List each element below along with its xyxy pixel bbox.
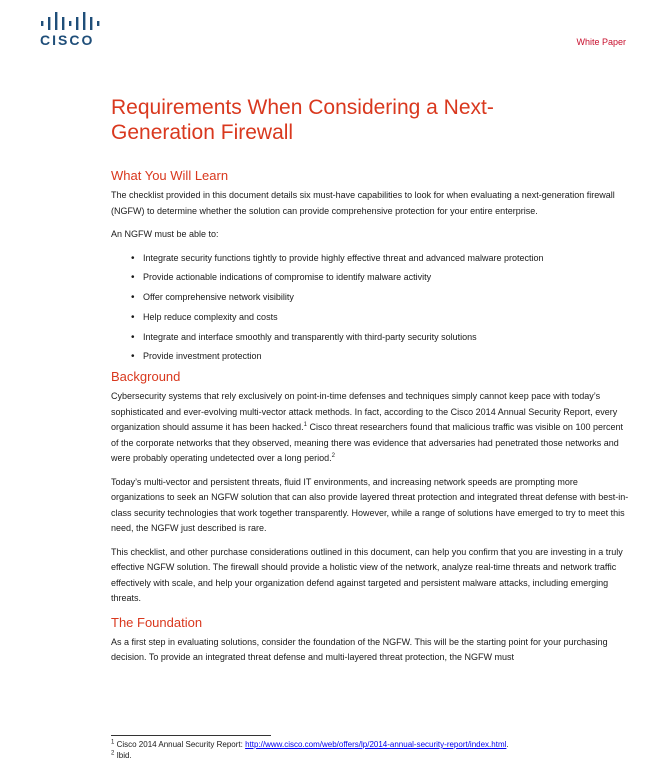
learn-lead: An NGFW must be able to: (111, 229, 219, 239)
background-paragraph-2: Today’s multi-vector and persistent threats, fluid IT environments, and increasing network speeds are prompting more organizations to seek an NGFW solution that can also provide layered threat protection and integrated threat defense with best-in-class security technologies that work together transparently. However, while a range of solutions have emerged to try to meet this need, the NGFW just described is rare. (111, 476, 629, 534)
learn-intro: The checklist provided in this document details six must-have capabilities to look for when evaluating a next-generation firewall (NGFW) to determine whether the solution can provide comprehensive protection for your entire enterprise. (111, 190, 615, 216)
list-item: • Integrate security functions tightly to provide highly effective threat and advanced malware protection (131, 251, 631, 267)
logo-wordmark: CISCO (40, 32, 95, 48)
requirements-list (111, 251, 631, 365)
list-item: • Help reduce complexity and costs (131, 310, 631, 326)
background-paragraph-3: This checklist, and other purchase considerations outlined in this document, can help you confirm that you are investing in a truly effective NGFW solution. The firewall should provide a holistic view of the network, analyze real-time threats and network traffic effectively with scale, and help your organization defend against targeted and persistent malware attacks, including emerging threats. (111, 546, 623, 604)
footnote-1 (111, 739, 591, 750)
heading-what-you-will-learn: What You Will Learn (111, 168, 229, 183)
footnote-2 (111, 750, 591, 761)
background-paragraph-1 (111, 389, 631, 467)
background-p1-text-a: Cybersecurity systems that rely exclusively on point-in-time defenses and techniques simply cannot keep pace with today’s sophisticated and ever-evolving multi-vector attack methods. In fact, according to the Cisco 2014 Annual Security Report, every organization should assume it has been hacked. (111, 391, 618, 433)
heading-the-foundation: The Foundation (111, 614, 203, 630)
background-p1-text-b: Cisco threat researchers found that malicious traffic was visible on 100 percent of the corporate networks that they observed, meaning there was evidence that adversaries had penetrated those networks and were probably operating undetected over a long period. (111, 422, 623, 464)
foundation-paragraph-1: As a first step in evaluating solutions, consider the foundation of the NGFW. This will be the starting point for your purchasing decision. To provide an integrated threat defense and multi-layered threat protection, the NGFW must (111, 636, 608, 663)
footnote-1-text: Cisco 2014 Annual Security Report: (114, 740, 246, 749)
footnote-2-marker: 2 (111, 750, 115, 757)
list-item: • Integrate and interface smoothly and transparently with third-party security solutions (131, 330, 631, 346)
cisco-bars-icon (40, 12, 100, 30)
footnote-ref-1: 1 (303, 422, 307, 429)
cisco-logo (40, 12, 100, 48)
document-body (111, 168, 631, 674)
footnote-1-end: . (506, 740, 509, 749)
heading-background: Background (111, 369, 181, 385)
footnote-1-marker: 1 (111, 739, 115, 746)
document-type: White Paper (576, 37, 626, 47)
page-title: Requirements When Considering a Next-Generation Firewall (111, 96, 494, 144)
footnote-1-link[interactable]: http://www.cisco.com/web/offers/lp/2014-annual-security-report/index.html (245, 740, 507, 749)
list-item: • Provide investment protection (131, 349, 631, 365)
footnote-divider (111, 735, 271, 736)
footnotes (111, 735, 591, 761)
list-item: • Offer comprehensive network visibility (131, 290, 631, 306)
list-item: • Provide actionable indications of compromise to identify malware activity (131, 270, 631, 286)
footnote-2-text: Ibid. (114, 751, 132, 760)
footnote-ref-2: 2 (331, 453, 335, 460)
